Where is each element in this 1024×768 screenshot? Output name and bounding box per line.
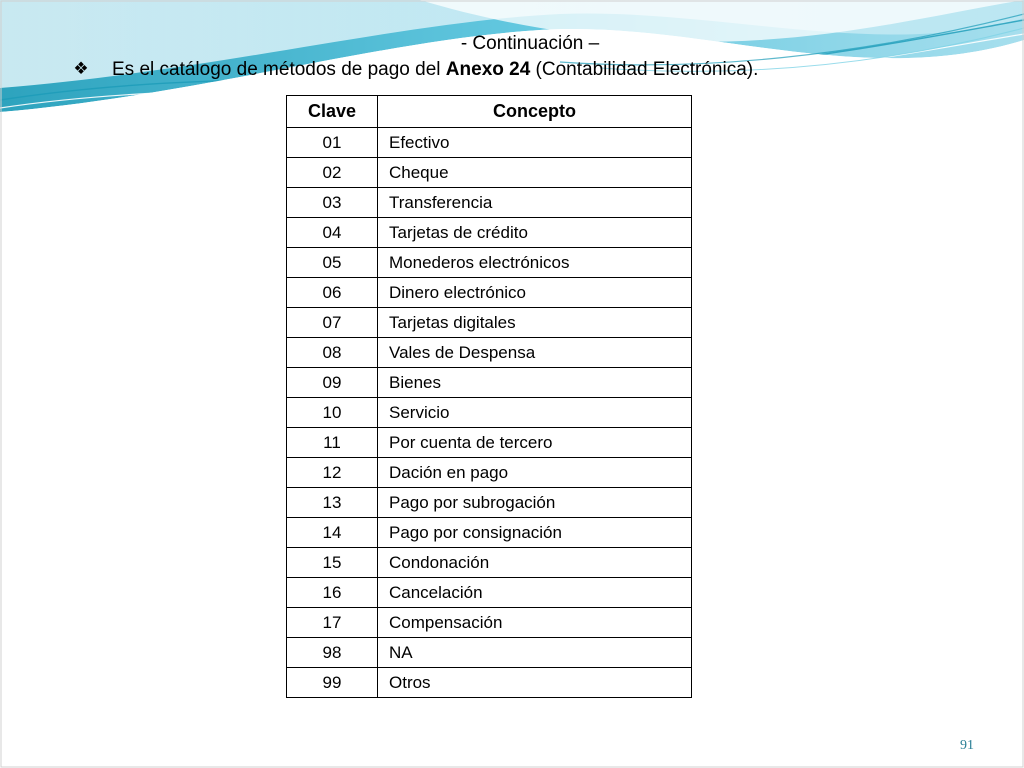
clave-cell: 04: [287, 218, 378, 248]
bullet-text-line: [70, 59, 758, 81]
concepto-cell: NA: [378, 638, 692, 668]
concepto-cell: Pago por consignación: [378, 518, 692, 548]
clave-cell: 06: [287, 278, 378, 308]
concepto-cell: Tarjetas de crédito: [378, 218, 692, 248]
table-row: [287, 428, 692, 458]
table-row: [287, 248, 692, 278]
concepto-cell: Por cuenta de tercero: [378, 428, 692, 458]
clave-cell: 14: [287, 518, 378, 548]
concepto-cell: Efectivo: [378, 128, 692, 158]
concepto-cell: Cancelación: [378, 578, 692, 608]
table-row: [287, 638, 692, 668]
clave-cell: 03: [287, 188, 378, 218]
concepto-cell: Otros: [378, 668, 692, 698]
header-concepto: Concepto: [378, 96, 692, 128]
clave-cell: 98: [287, 638, 378, 668]
table-row: [287, 128, 692, 158]
table-row: [287, 218, 692, 248]
concepto-cell: Bienes: [378, 368, 692, 398]
table-row: [287, 278, 692, 308]
concepto-cell: Vales de Despensa: [378, 338, 692, 368]
concepto-cell: Compensación: [378, 608, 692, 638]
payment-methods-table: [286, 95, 692, 698]
concepto-cell: Cheque: [378, 158, 692, 188]
table-header-row: [287, 96, 692, 128]
concepto-cell: Tarjetas digitales: [378, 308, 692, 338]
concepto-cell: Servicio: [378, 398, 692, 428]
table-row: [287, 458, 692, 488]
table-row: [287, 188, 692, 218]
clave-cell: 09: [287, 368, 378, 398]
clave-cell: 17: [287, 608, 378, 638]
bullet-text-start: Es el catálogo de métodos de pago del: [112, 59, 446, 80]
clave-cell: 12: [287, 458, 378, 488]
clave-cell: 07: [287, 308, 378, 338]
clave-cell: 13: [287, 488, 378, 518]
clave-cell: 11: [287, 428, 378, 458]
table-row: [287, 398, 692, 428]
bullet-text-end: (Contabilidad Electrónica).: [530, 59, 759, 80]
concepto-cell: Transferencia: [378, 188, 692, 218]
table-row: [287, 578, 692, 608]
clave-cell: 05: [287, 248, 378, 278]
page-number: 91: [960, 738, 974, 753]
concepto-cell: Dinero electrónico: [378, 278, 692, 308]
table-row: [287, 488, 692, 518]
concepto-cell: Dación en pago: [378, 458, 692, 488]
table-row: [287, 158, 692, 188]
table-row: [287, 608, 692, 638]
clave-cell: 15: [287, 548, 378, 578]
table-row: [287, 518, 692, 548]
table-row: [287, 548, 692, 578]
bullet-text-bold: Anexo 24: [445, 59, 531, 80]
clave-cell: 02: [287, 158, 378, 188]
slide-subtitle: - Continuación –: [460, 33, 600, 54]
concepto-cell: Pago por subrogación: [378, 488, 692, 518]
concepto-cell: Condonación: [378, 548, 692, 578]
clave-cell: 16: [287, 578, 378, 608]
clave-cell: 01: [287, 128, 378, 158]
clave-cell: 99: [287, 668, 378, 698]
table-row: [287, 338, 692, 368]
clave-cell: 08: [287, 338, 378, 368]
concepto-cell: Monederos electrónicos: [378, 248, 692, 278]
table-row: [287, 668, 692, 698]
clave-cell: 10: [287, 398, 378, 428]
table-row: [287, 308, 692, 338]
table-body: [287, 128, 692, 698]
diamond-bullet-icon: ❖: [73, 59, 89, 78]
table-row: [287, 368, 692, 398]
header-clave: Clave: [287, 96, 378, 128]
